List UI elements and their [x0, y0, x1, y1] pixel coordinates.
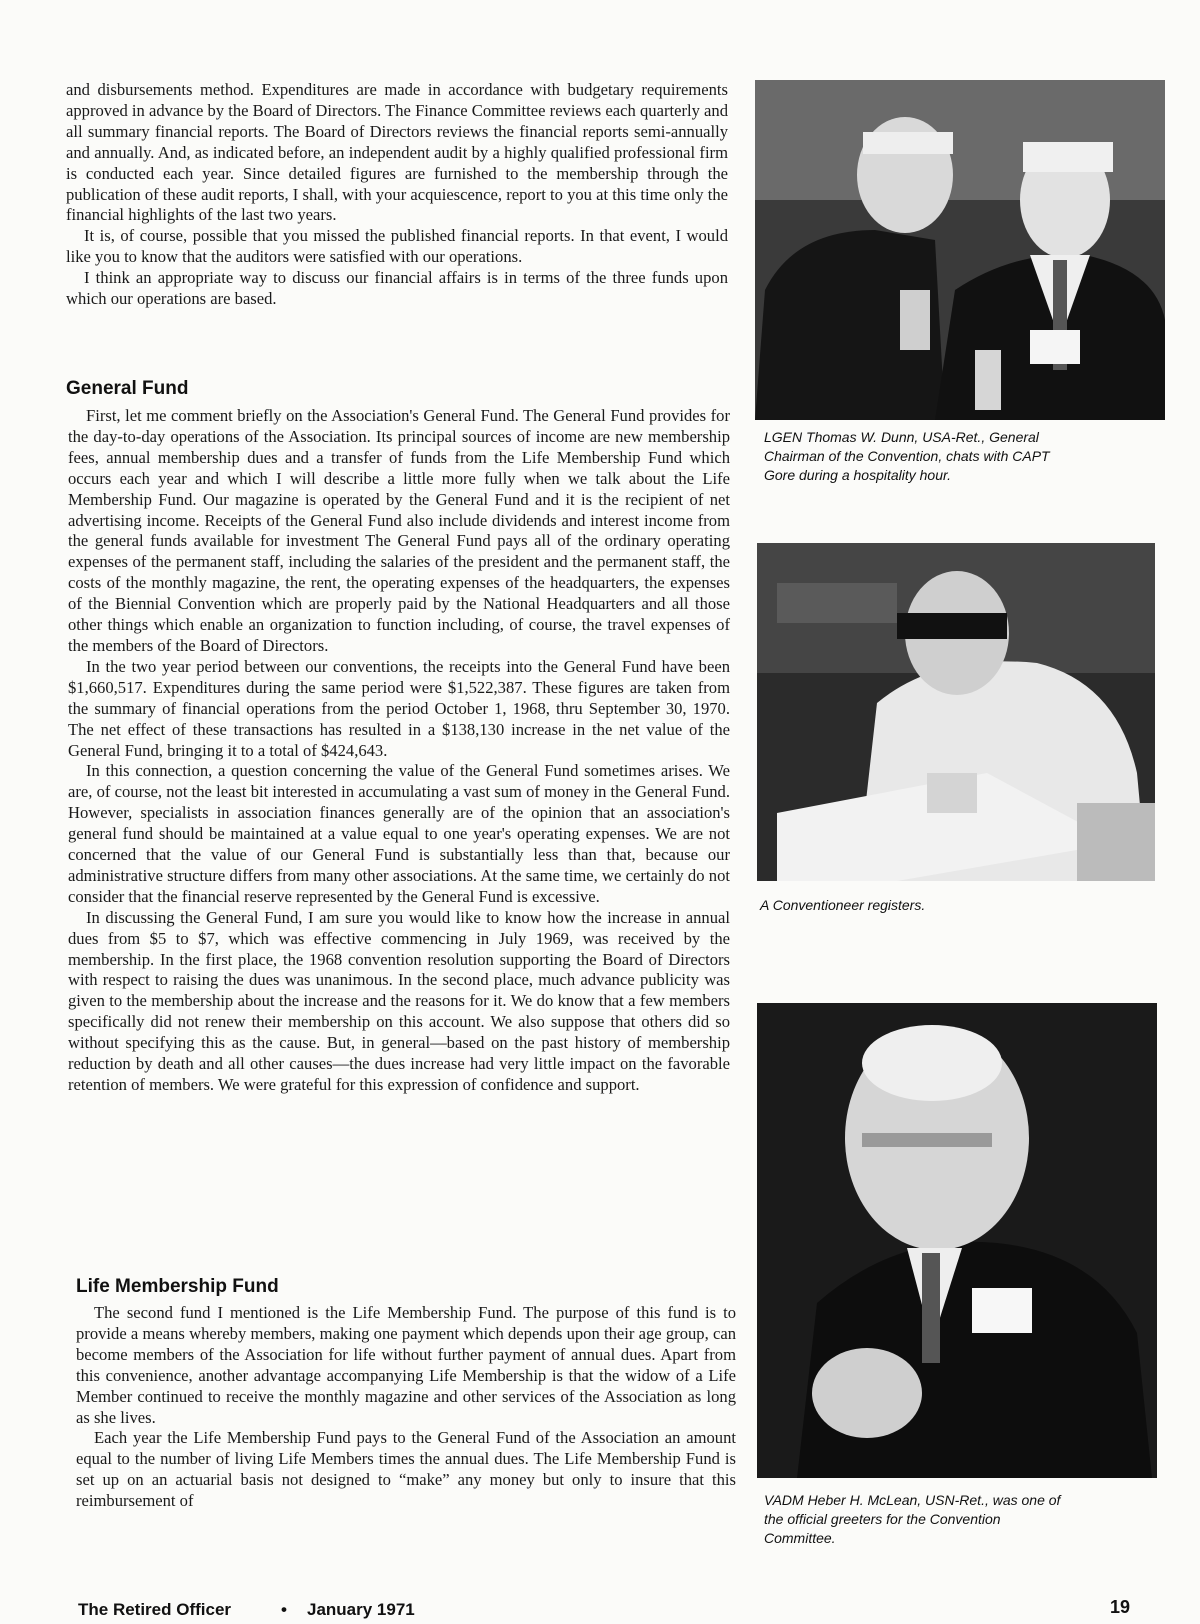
life-fund-paragraph-2: Each year the Life Membership Fund pays to the General Fund of the Association an amount equal to the number of living Life Members times the annual dues. The Life Membership Fund is set up on an actuarial basis not designed to “make” any money but only to insure that this reimbursement of	[76, 1428, 736, 1511]
photo-official-greeter-image	[757, 1003, 1157, 1478]
photo-two-men-chatting-image	[755, 80, 1165, 420]
intro-text	[66, 80, 728, 310]
intro-paragraph-2: It is, of course, possible that you missed the published financial reports. In that event, I would like you to know that the auditors were satisfied with our operations.	[66, 226, 728, 267]
photo-two-men-chatting	[755, 80, 1165, 420]
life-fund-heading: Life Membership Fund	[76, 1276, 279, 1297]
life-fund-paragraph-1: The second fund I mentioned is the Life Membership Fund. The purpose of this fund is to provide a means whereby members, making one payment which depends upon their age group, can become members of the Association for life without further payment of annual dues. Apart from this convenience, another advantage accompanying Life Membership is that the widow of a Life Member continued to receive the monthly magazine and other services of the Association as long as she lives.	[76, 1303, 736, 1427]
photo-conventioneer-registers-image	[757, 543, 1155, 881]
footer-bullet: •	[281, 1600, 287, 1619]
photo-conventioneer-registers	[757, 543, 1155, 881]
life-fund-text	[76, 1303, 736, 1512]
caption-photo-3: VADM Heber H. McLean, USN-Ret., was one of the official greeters for the Convention Committee.	[764, 1492, 1061, 1546]
footer-page-number: 19	[1110, 1597, 1131, 1617]
caption-photo-1: LGEN Thomas W. Dunn, USA-Ret., General Chairman of the Convention, chats with CAPT Gore during a hospitality hour.	[764, 429, 1050, 483]
general-fund-paragraph-4: In discussing the General Fund, I am sure you would like to know how the increase in annual dues from $5 to $7, which was effective commencing in July 1969, was received by the membership. In the first place, the 1968 convention resolution supporting the Board of Directors with respect to raising the dues was unanimous. In the second place, much advance publicity was given to the membership about the increase and the reasons for it. We do know that a few members specifically did not renew their membership on this account. We also suppose that others did so without specifying this as the cause. But, in general—based on the past history of membership reduction by death and all other causes—the dues increase had very little impact on the favorable retention of members. We were grateful for this expression of confidence and support.	[68, 907, 730, 1094]
footer-date: January 1971	[307, 1600, 415, 1619]
intro-paragraph-1: and disbursements method. Expenditures are made in accordance with budgetary requirements approved in advance by the Board of Directors. The Finance Committee reviews each quarterly and all summary financial reports. The Board of Directors reviews the financial reports semi-annually and annually. And, as indicated before, an independent audit by a highly qualified professional firm is conducted each year. Since detailed figures are furnished to the membership through the publication of these audit reports, I shall, with your acquiescence, report to you at this time only the financial highlights of the last two years.	[66, 80, 728, 225]
photo-official-greeter	[757, 1003, 1157, 1478]
general-fund-heading: General Fund	[66, 378, 189, 399]
intro-paragraph-3: I think an appropriate way to discuss our financial affairs is in terms of the three funds upon which our operations are based.	[66, 268, 728, 309]
general-fund-paragraph-3: In this connection, a question concerning the value of the General Fund sometimes arises. We are, of course, not the least bit interested in accumulating a vast sum of money in the General Fund. However, specialists in association finances generally are of the opinion that an association's general fund should be maintained at a value equal to one year's operating expenses. We are not concerned that the value of our General Fund is substantially less than that, because our administrative structure differs from many other associations. At the same time, we certainly do not consider that the financial reserve represented by the General Fund is excessive.	[68, 761, 730, 906]
general-fund-paragraph-1: First, let me comment briefly on the Association's General Fund. The General Fund provides for the day-to-day operations of the Association. Its principal sources of income are new membership fees, annual membership dues and a transfer of funds from the Life Membership Fund which occurs each year and which I will describe a little more fully when we talk about the Life Membership Fund. Our magazine is operated by the General Fund and it is the recipient of net advertising income. Receipts of the General Fund also include dividends and interest income from the general funds available for investment The General Fund pays all of the ordinary operating expenses of the permanent staff, including the salaries of the president and the permanent staff, the costs of the monthly magazine, the rent, the operating expenses of the headquarters, the expenses of the Biennial Convention which are properly paid by the National Headquarters and all those other things which enable an organization to function including, of course, the travel expenses of the members of the Board of Directors.	[68, 406, 730, 655]
footer-magazine-title: The Retired Officer	[78, 1600, 232, 1619]
general-fund-text	[68, 406, 730, 1096]
caption-photo-2: A Conventioneer registers.	[760, 897, 926, 913]
general-fund-paragraph-2: In the two year period between our conventions, the receipts into the General Fund have been $1,660,517. Expenditures during the same period were $1,522,387. These figures are taken from the summary of financial operations from the period October 1, 1968, thru September 30, 1970. The net effect of these transactions has resulted in a $138,130 increase in the net value of the General Fund, bringing it to a total of $424,643.	[68, 656, 730, 760]
